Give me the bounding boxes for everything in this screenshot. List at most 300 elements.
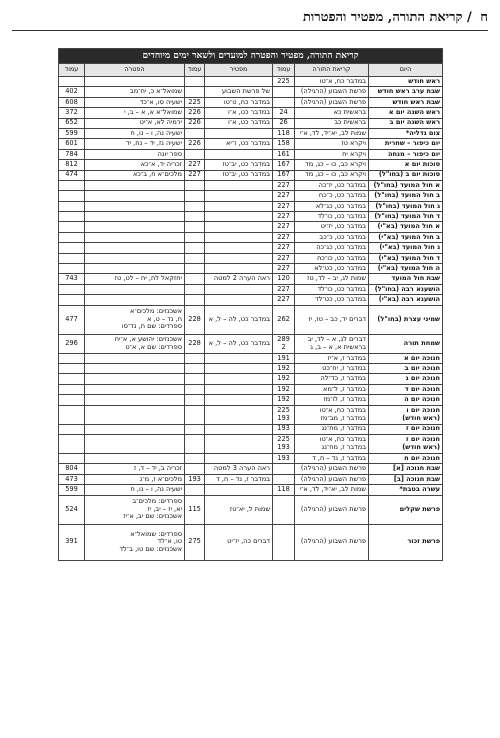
row-amud bbox=[185, 434, 205, 453]
row-day: א חול המועד (בחו"ל) bbox=[369, 180, 443, 190]
row-day: חנוכה יום א bbox=[369, 353, 443, 363]
row-amud: 227 bbox=[273, 191, 295, 201]
row-amud bbox=[273, 87, 295, 97]
row-maftir bbox=[205, 128, 273, 138]
row-haftarah: ישעיה סו, א־כד bbox=[85, 97, 185, 107]
row-haftarah bbox=[85, 232, 185, 242]
row-maftir bbox=[205, 149, 273, 159]
row-day: חנוכה יום ח bbox=[369, 453, 443, 463]
header-reading: קריאת התורה bbox=[295, 64, 369, 77]
row-reading: במדבר כט, יז־כה bbox=[295, 180, 369, 190]
row-day: חנוכה יום ה bbox=[369, 395, 443, 405]
table-row bbox=[59, 353, 443, 363]
row-amud: 227 bbox=[273, 295, 295, 305]
row-amud: 167 bbox=[273, 170, 295, 180]
row-reading: שמות לג, יב – לד, טז bbox=[295, 274, 369, 284]
row-amud: 812 bbox=[59, 160, 85, 170]
row-reading: שמות לב, יא־יד, לד, א־י bbox=[295, 128, 369, 138]
row-reading: דברים לג, א – לד, יב בראשית א, א – ב, ג bbox=[295, 334, 369, 353]
row-maftir: במדבר כט, א־ו bbox=[205, 118, 273, 128]
table-row bbox=[59, 170, 443, 180]
row-maftir bbox=[205, 453, 273, 463]
table-row bbox=[59, 464, 443, 474]
row-amud: 524 bbox=[59, 495, 85, 524]
row-amud bbox=[185, 295, 205, 305]
row-amud: 262 bbox=[273, 305, 295, 334]
table-row bbox=[59, 97, 443, 107]
row-amud bbox=[273, 474, 295, 484]
row-amud: 225 bbox=[185, 97, 205, 107]
running-head: ח / קריאת התורה, מפטיר והפטרות bbox=[12, 8, 488, 31]
table-row bbox=[59, 87, 443, 97]
table-row bbox=[59, 191, 443, 201]
table-row bbox=[59, 77, 443, 87]
row-day: ב חול המועד (בחו"ל) bbox=[369, 191, 443, 201]
row-reading: פרשת השבוע (הרגילה) bbox=[295, 87, 369, 97]
row-reading: במדבר כט, כ־כב bbox=[295, 232, 369, 242]
row-maftir bbox=[205, 201, 273, 211]
row-amud: 474 bbox=[59, 170, 85, 180]
row-haftarah bbox=[85, 180, 185, 190]
row-amud: 193 bbox=[273, 424, 295, 434]
row-amud bbox=[273, 495, 295, 524]
row-amud: 26 bbox=[273, 118, 295, 128]
row-amud: 275 bbox=[185, 524, 205, 560]
table-row bbox=[59, 363, 443, 373]
row-amud: 167 bbox=[273, 160, 295, 170]
row-haftarah bbox=[85, 363, 185, 373]
row-amud bbox=[273, 464, 295, 474]
row-day: חנוכה יום ד bbox=[369, 384, 443, 394]
row-amud bbox=[59, 395, 85, 405]
row-haftarah: שמואל־א א, א – ב, י bbox=[85, 108, 185, 118]
row-reading: במדבר כט, כו־כח bbox=[295, 253, 369, 263]
row-amud bbox=[59, 453, 85, 463]
row-amud: 402 bbox=[59, 87, 85, 97]
row-maftir: במדבר ז, נד – ח, ד bbox=[205, 474, 273, 484]
table-row bbox=[59, 424, 443, 434]
row-amud bbox=[185, 274, 205, 284]
table-row bbox=[59, 180, 443, 190]
row-maftir: במדבר כט, ז־יא bbox=[205, 139, 273, 149]
table-row bbox=[59, 243, 443, 253]
row-amud bbox=[185, 191, 205, 201]
row-amud bbox=[59, 243, 85, 253]
row-haftarah bbox=[85, 453, 185, 463]
table-row bbox=[59, 253, 443, 263]
table-row bbox=[59, 118, 443, 128]
row-haftarah bbox=[85, 434, 185, 453]
readings-table bbox=[58, 48, 443, 561]
row-amud bbox=[185, 353, 205, 363]
row-amud bbox=[59, 77, 85, 87]
row-day: ד חול המועד (בחו"ל) bbox=[369, 212, 443, 222]
header-maftir: מפטיר bbox=[205, 64, 273, 77]
row-amud bbox=[59, 191, 85, 201]
row-amud: 225 193 bbox=[273, 405, 295, 424]
row-maftir bbox=[205, 384, 273, 394]
table-row bbox=[59, 212, 443, 222]
row-amud: 193 bbox=[273, 453, 295, 463]
table-row bbox=[59, 201, 443, 211]
table-row bbox=[59, 284, 443, 294]
row-day: יום כיפור – שחרית bbox=[369, 139, 443, 149]
row-amud bbox=[185, 128, 205, 138]
row-day: עשרה בטבת* bbox=[369, 485, 443, 495]
row-amud bbox=[59, 363, 85, 373]
row-amud: 391 bbox=[59, 524, 85, 560]
row-amud: 227 bbox=[273, 201, 295, 211]
table-body bbox=[59, 77, 443, 561]
row-amud bbox=[185, 180, 205, 190]
table-row bbox=[59, 384, 443, 394]
row-reading: במדבר כט, כג־לא bbox=[295, 201, 369, 211]
row-haftarah bbox=[85, 243, 185, 253]
row-haftarah: ישעיה נה, ו – נו, ח bbox=[85, 128, 185, 138]
row-amud: 372 bbox=[59, 108, 85, 118]
header-amud: עמוד bbox=[273, 64, 295, 77]
row-reading: פרשת השבוע (הרגילה) bbox=[295, 474, 369, 484]
row-haftarah: זכריה יד, א־כא bbox=[85, 160, 185, 170]
row-haftarah bbox=[85, 264, 185, 274]
row-day: שמיני עצרת (בחו"ל) bbox=[369, 305, 443, 334]
row-maftir bbox=[205, 363, 273, 373]
row-amud bbox=[59, 284, 85, 294]
row-reading: ויקרא טז bbox=[295, 139, 369, 149]
row-amud: 120 bbox=[273, 274, 295, 284]
table-row bbox=[59, 374, 443, 384]
row-reading: במדבר כח, א־טו bbox=[295, 77, 369, 87]
row-amud bbox=[59, 264, 85, 274]
row-maftir bbox=[205, 222, 273, 232]
row-amud: 193 bbox=[185, 474, 205, 484]
row-amud: 599 bbox=[59, 485, 85, 495]
table-row bbox=[59, 405, 443, 424]
row-day: ג חול המועד (בא"י) bbox=[369, 243, 443, 253]
row-day: ג חול המועד (בחו"ל) bbox=[369, 201, 443, 211]
row-amud: 227 bbox=[273, 212, 295, 222]
row-haftarah bbox=[85, 424, 185, 434]
row-amud: 226 bbox=[185, 108, 205, 118]
row-maftir: במדבר כט, יב־טז bbox=[205, 160, 273, 170]
row-maftir bbox=[205, 374, 273, 384]
row-day: צום גדליה* bbox=[369, 128, 443, 138]
row-amud bbox=[59, 222, 85, 232]
row-maftir bbox=[205, 253, 273, 263]
header-haftarah: הפטרה bbox=[85, 64, 185, 77]
row-reading: במדבר כט, כו־לד bbox=[295, 212, 369, 222]
row-haftarah: יחזקאל לח, יח – לט, טז bbox=[85, 274, 185, 284]
row-day: שבת חנוכה [א] bbox=[369, 464, 443, 474]
row-maftir bbox=[205, 295, 273, 305]
row-maftir bbox=[205, 243, 273, 253]
table-row bbox=[59, 222, 443, 232]
row-day: ראש השנה יום א bbox=[369, 108, 443, 118]
row-amud bbox=[185, 284, 205, 294]
row-amud bbox=[185, 485, 205, 495]
row-amud: 296 bbox=[59, 334, 85, 353]
row-maftir: שמות ל, יא־טז bbox=[205, 495, 273, 524]
page-number: ח bbox=[480, 10, 488, 25]
row-amud: 227 bbox=[273, 232, 295, 242]
row-reading: ויקרא יח bbox=[295, 149, 369, 159]
row-amud bbox=[273, 524, 295, 560]
table-row bbox=[59, 264, 443, 274]
row-amud: 477 bbox=[59, 305, 85, 334]
row-reading: ויקרא כב, כו – כג, מד bbox=[295, 160, 369, 170]
row-amud bbox=[59, 253, 85, 263]
row-haftarah: שמואל־א כ, יח־מב bbox=[85, 87, 185, 97]
table-row bbox=[59, 149, 443, 159]
row-reading: ויקרא כב, כו – כג, מד bbox=[295, 170, 369, 180]
row-amud bbox=[59, 424, 85, 434]
row-amud: 227 bbox=[273, 264, 295, 274]
row-amud: 115 bbox=[185, 495, 205, 524]
row-haftarah: זכריה ב, יד – ד, ז bbox=[85, 464, 185, 474]
row-reading: פרשת השבוע (הרגילה) bbox=[295, 464, 369, 474]
row-maftir bbox=[205, 191, 273, 201]
row-maftir bbox=[205, 424, 273, 434]
row-amud: 608 bbox=[59, 97, 85, 107]
row-amud bbox=[185, 384, 205, 394]
table-row bbox=[59, 474, 443, 484]
row-haftarah bbox=[85, 405, 185, 424]
row-day: הושענא רבה (בא"י) bbox=[369, 295, 443, 305]
row-reading: במדבר ז, כד־לה bbox=[295, 374, 369, 384]
row-amud bbox=[273, 97, 295, 107]
table-row bbox=[59, 334, 443, 353]
row-day: ד חול המועד (בא"י) bbox=[369, 253, 443, 263]
table-row bbox=[59, 128, 443, 138]
row-amud: 228 bbox=[185, 305, 205, 334]
row-amud bbox=[185, 264, 205, 274]
row-day: שמחת תורה bbox=[369, 334, 443, 353]
row-amud bbox=[59, 384, 85, 394]
row-maftir: במדבר כט, לה – ל, א bbox=[205, 334, 273, 353]
table-row bbox=[59, 305, 443, 334]
row-amud bbox=[185, 464, 205, 474]
row-amud: 225 bbox=[273, 77, 295, 87]
table-row bbox=[59, 295, 443, 305]
row-day: ראש חודש bbox=[369, 77, 443, 87]
row-day: חנוכה יום ז (ראש חודש) bbox=[369, 434, 443, 453]
row-day: סוכות יום ב (בחו"ל) bbox=[369, 170, 443, 180]
table-row bbox=[59, 108, 443, 118]
row-reading: במדבר ז, מח־נג bbox=[295, 424, 369, 434]
row-amud: 192 bbox=[273, 395, 295, 405]
row-reading: במדבר כט, כ־כח bbox=[295, 191, 369, 201]
row-day: חנוכה יום ג bbox=[369, 374, 443, 384]
row-haftarah: ירמיה לא, א־יט bbox=[85, 118, 185, 128]
row-day: יום כיפור – מנחה bbox=[369, 149, 443, 159]
row-maftir: במדבר כח, ט־טו bbox=[205, 97, 273, 107]
row-haftarah: ספר יונה bbox=[85, 149, 185, 159]
header-amud: עמוד bbox=[185, 64, 205, 77]
row-amud bbox=[185, 405, 205, 424]
row-reading: בראשית כב bbox=[295, 118, 369, 128]
table-row bbox=[59, 274, 443, 284]
row-amud: 191 bbox=[273, 353, 295, 363]
row-reading: פרשת השבוע (הרגילה) bbox=[295, 495, 369, 524]
row-haftarah: ישעיה נז, יד – נח, יד bbox=[85, 139, 185, 149]
row-amud: 192 bbox=[273, 374, 295, 384]
row-amud bbox=[59, 374, 85, 384]
row-reading: במדבר כח, א־טו במדבר ז, מח־נג bbox=[295, 434, 369, 453]
row-maftir bbox=[205, 180, 273, 190]
row-day: ראש השנה יום ב bbox=[369, 118, 443, 128]
row-amud: 161 bbox=[273, 149, 295, 159]
row-amud: 227 bbox=[273, 222, 295, 232]
row-day: ב חול המועד (בא"י) bbox=[369, 232, 443, 242]
row-haftarah bbox=[85, 191, 185, 201]
row-reading: במדבר כט, כו־לד bbox=[295, 284, 369, 294]
row-reading: שמות לב, יא־יד, לד, א־י bbox=[295, 485, 369, 495]
row-amud bbox=[185, 77, 205, 87]
table-row bbox=[59, 453, 443, 463]
row-amud: 227 bbox=[185, 160, 205, 170]
table-row bbox=[59, 395, 443, 405]
row-reading: במדבר כט, יז־יט bbox=[295, 222, 369, 232]
row-amud: 225 193 bbox=[273, 434, 295, 453]
row-maftir: במדבר כט, א־ו bbox=[205, 108, 273, 118]
row-day: חנוכה יום ו (ראש חודש) bbox=[369, 405, 443, 424]
row-reading: במדבר ז, יח־כט bbox=[295, 363, 369, 373]
row-reading: במדבר ז, ל־מא bbox=[295, 384, 369, 394]
table-row bbox=[59, 485, 443, 495]
row-amud bbox=[185, 232, 205, 242]
table-row bbox=[59, 232, 443, 242]
row-amud: 804 bbox=[59, 464, 85, 474]
row-amud: 228 bbox=[185, 334, 205, 353]
row-haftarah bbox=[85, 295, 185, 305]
row-haftarah: ספרדים: מלכים־ב יא, יז – יב, יז אשכנזים: שם יב, א־יז bbox=[85, 495, 185, 524]
row-haftarah bbox=[85, 201, 185, 211]
row-amud bbox=[185, 253, 205, 263]
row-amud bbox=[59, 405, 85, 424]
row-haftarah bbox=[85, 253, 185, 263]
row-haftarah bbox=[85, 77, 185, 87]
row-day: הושענא רבה (בחו"ל) bbox=[369, 284, 443, 294]
row-reading: במדבר כט, כט־לא bbox=[295, 264, 369, 274]
row-maftir: ראה הערה 3 למטה bbox=[205, 464, 273, 474]
row-haftarah bbox=[85, 284, 185, 294]
row-maftir: דברים כה, יז־יט bbox=[205, 524, 273, 560]
table-row bbox=[59, 160, 443, 170]
row-amud: 652 bbox=[59, 118, 85, 128]
row-amud bbox=[185, 222, 205, 232]
row-amud: 227 bbox=[185, 170, 205, 180]
row-amud bbox=[185, 363, 205, 373]
row-haftarah bbox=[85, 395, 185, 405]
row-amud bbox=[59, 434, 85, 453]
row-haftarah: אשכנזים: מלכים־א ח, נד – ט, א ספרדים: שם ח, נד־סו bbox=[85, 305, 185, 334]
row-haftarah: ישעיה נה, ו – נו, ח bbox=[85, 485, 185, 495]
row-amud: 226 bbox=[185, 118, 205, 128]
row-amud: 227 bbox=[273, 253, 295, 263]
row-maftir bbox=[205, 77, 273, 87]
row-reading: פרשת השבוע (הרגילה) bbox=[295, 524, 369, 560]
running-head-title: קריאת התורה, מפטיר והפטרות bbox=[302, 10, 463, 25]
header-day: היום bbox=[369, 64, 443, 77]
row-amud: 601 bbox=[59, 139, 85, 149]
row-haftarah: מלכים־א ח, ב־כא bbox=[85, 170, 185, 180]
row-day: פרשת זכור bbox=[369, 524, 443, 560]
row-day: חנוכה יום ז bbox=[369, 424, 443, 434]
row-amud bbox=[185, 453, 205, 463]
row-amud bbox=[185, 87, 205, 97]
row-amud: 473 bbox=[59, 474, 85, 484]
row-amud: 118 bbox=[273, 485, 295, 495]
row-reading: במדבר ז, א־יז bbox=[295, 353, 369, 363]
row-maftir bbox=[205, 395, 273, 405]
row-amud: 227 bbox=[273, 243, 295, 253]
row-amud: 743 bbox=[59, 274, 85, 284]
row-haftarah bbox=[85, 353, 185, 363]
row-amud: 289 2 bbox=[273, 334, 295, 353]
row-reading: במדבר כח, א־טו במדבר ז, מב־מז bbox=[295, 405, 369, 424]
row-maftir: ראה הערה 2 למטה bbox=[205, 274, 273, 284]
row-reading: במדבר כט, כט־לד bbox=[295, 295, 369, 305]
row-amud bbox=[59, 353, 85, 363]
table-header bbox=[59, 64, 443, 77]
row-reading: במדבר ז, לו־מז bbox=[295, 395, 369, 405]
row-haftarah: מלכים־א ז, מ־נ bbox=[85, 474, 185, 484]
row-reading: דברים יד, כב – טז, יז bbox=[295, 305, 369, 334]
row-reading: בראשית כא bbox=[295, 108, 369, 118]
row-amud bbox=[185, 243, 205, 253]
row-amud: 24 bbox=[273, 108, 295, 118]
header-amud: עמוד bbox=[59, 64, 85, 77]
row-maftir: של פרשת השבוע bbox=[205, 87, 273, 97]
row-amud bbox=[59, 212, 85, 222]
row-maftir bbox=[205, 284, 273, 294]
table-title: קריאת התורה, מפטיר והפטרה למועדים ולשאר ימים מיוחדים bbox=[59, 49, 443, 64]
row-haftarah: אשכנזים: יהושע א, א־יח ספרדים: שם א, א־ט bbox=[85, 334, 185, 353]
row-amud: 118 bbox=[273, 128, 295, 138]
table-row bbox=[59, 495, 443, 524]
row-amud bbox=[185, 424, 205, 434]
row-maftir bbox=[205, 434, 273, 453]
row-haftarah bbox=[85, 374, 185, 384]
row-amud: 226 bbox=[185, 139, 205, 149]
row-day: פרשת שקלים bbox=[369, 495, 443, 524]
row-amud: 227 bbox=[273, 284, 295, 294]
row-amud: 784 bbox=[59, 149, 85, 159]
row-amud bbox=[185, 212, 205, 222]
row-day: א חול המועד (בא"י) bbox=[369, 222, 443, 232]
row-day: שבת חנוכה [ב] bbox=[369, 474, 443, 484]
row-maftir: במדבר כט, לה – ל, א bbox=[205, 305, 273, 334]
row-maftir bbox=[205, 212, 273, 222]
row-reading: במדבר ז, נד – ח, ד bbox=[295, 453, 369, 463]
row-amud bbox=[59, 295, 85, 305]
row-amud: 192 bbox=[273, 363, 295, 373]
row-amud bbox=[185, 374, 205, 384]
table-row bbox=[59, 434, 443, 453]
row-maftir bbox=[205, 353, 273, 363]
row-day: שבת ערב ראש חודש bbox=[369, 87, 443, 97]
row-reading: במדבר כט, כג־כה bbox=[295, 243, 369, 253]
row-amud bbox=[185, 149, 205, 159]
row-maftir bbox=[205, 232, 273, 242]
row-amud: 599 bbox=[59, 128, 85, 138]
table-row bbox=[59, 524, 443, 560]
row-amud bbox=[59, 180, 85, 190]
row-day: חנוכה יום ב bbox=[369, 363, 443, 373]
row-day: סוכות יום א bbox=[369, 160, 443, 170]
row-amud: 192 bbox=[273, 384, 295, 394]
row-amud bbox=[59, 232, 85, 242]
